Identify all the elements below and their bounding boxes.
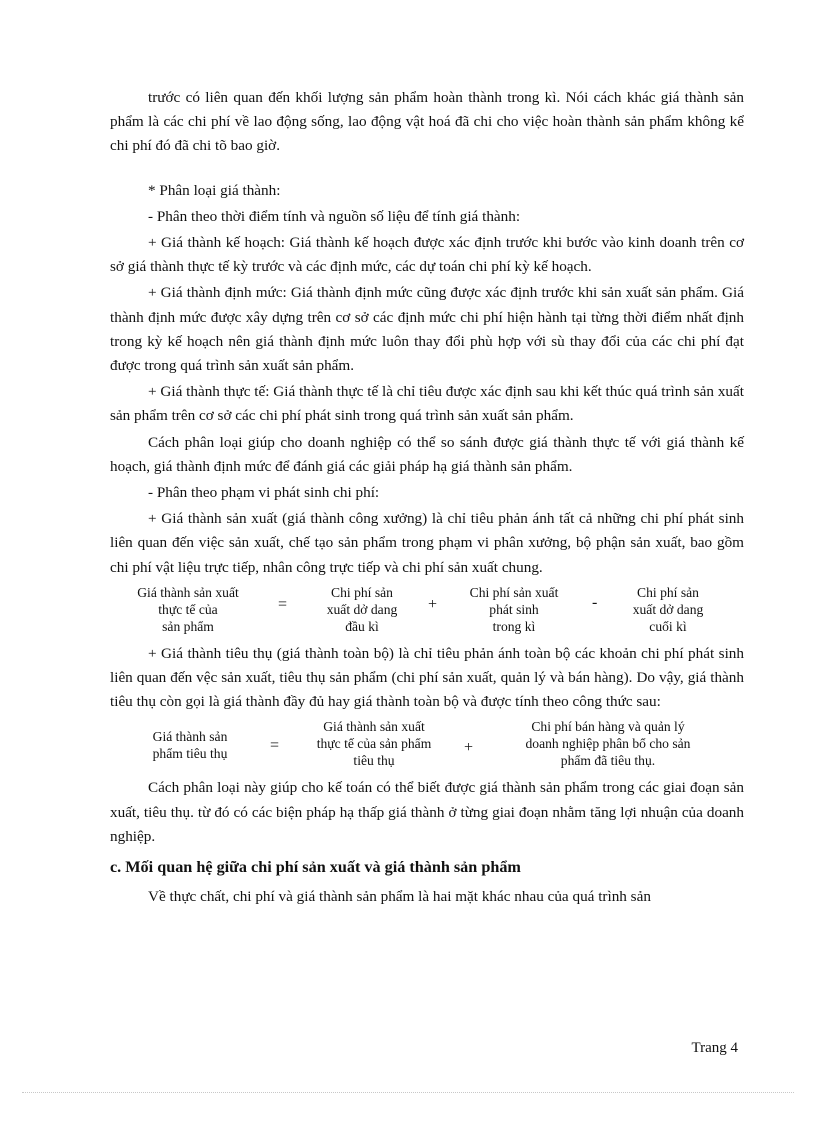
formula-sales-cost (110, 718, 744, 780)
formula-text: xuất dở dang (632, 601, 704, 617)
paragraph: + Giá thành định mức: Giá thành định mức cũng được xác định trước khi sản xuất sản phẩm. Giá thành định mức được xây dựng trên cơ sở các định mức chi phí hiện hành tại từng thời điểm nhất định trong kỳ kế hoạch nên giá thành định mức luôn thay đổi phù hợp với sù thay đổi của các chi phí đạt được trong quá trình sản xuất sản phẩm. (110, 284, 744, 375)
paragraph: + Giá thành kế hoạch: Giá thành kế hoạch được xác định trước khi bước vào kinh doanh trên cơ sở giá thành thực tế kỳ trước và các định mức, các dự toán chi phí kỳ kế hoạch. (110, 234, 744, 276)
formula-text: phẩm đã tiêu thụ. (560, 753, 656, 769)
page-content (110, 86, 744, 909)
formula-text: Chi phí sản xuất (469, 584, 559, 600)
formula-text: sản phẩm (162, 618, 214, 634)
paragraph: Cách phân loại này giúp cho kế toán có thể biết được giá thành sản phẩm trong các giai đoạn sản xuất, tiêu thụ. từ đó có các biện pháp hạ thấp giá thành ở từng giai đoạn nhằm tăng lợi nhuận của doanh nghiệp. (110, 779, 744, 845)
paragraph: + Giá thành sản xuất (giá thành công xưởng) là chỉ tiêu phản ánh tất cả những chi phí phát sinh liên quan đến việc sản xuất, chế tạo sản phẩm trong phạm vi phân xưởng, bộ phận sản xuất, bao gồm chi phí vật liệu trực tiếp, nhân công trực tiếp và chi phí sản xuất chung. (110, 510, 744, 576)
formula-term (296, 718, 452, 769)
equals-sign: = (270, 737, 280, 755)
page-number: Trang 4 (691, 1040, 738, 1056)
formula-text: Giá thành sản xuất (323, 719, 425, 735)
formula-text: Chi phí sản (637, 584, 699, 600)
formula-text: Chi phí sản (331, 584, 393, 600)
formula-text: Chi phí bán hàng và quản lý (531, 719, 685, 735)
formula-text: trong kì (492, 618, 536, 634)
formula-text: đầu kì (345, 618, 379, 634)
formula-text: Giá thành sản (152, 729, 228, 745)
formula-text: thực tế của sản phẩm (316, 736, 432, 752)
formula-term (452, 584, 576, 635)
paragraph: Về thực chất, chi phí và giá thành sản phẩm là hai mặt khác nhau của quá trình sản (148, 888, 651, 906)
formula-text: cuối kì (649, 618, 687, 634)
paragraph: - Phân theo phạm vi phát sinh chi phí: (148, 484, 380, 502)
paragraph: trước có liên quan đến khối lượng sản phẩm hoàn thành trong kì. Nói cách khác giá thành sản phẩm là các chi phí về lao động sống, lao động vật hoá đã chi cho việc hoàn thành sản phẩm không kể chi phí đó đã chi tõ bao giờ. (110, 89, 744, 155)
formula-text: xuất dở dang (326, 601, 398, 617)
paragraph: + Giá thành thực tế: Giá thành thực tế là chỉ tiêu được xác định sau khi kết thúc quá trình sản xuất sản phẩm trên cơ sở các chi phí phát sinh trong quá trình sản xuất sản phẩm. (110, 383, 744, 425)
formula-text: tiêu thụ (353, 753, 395, 769)
plus-sign: + (464, 739, 474, 757)
paragraph: + Giá thành tiêu thụ (giá thành toàn bộ) là chỉ tiêu phản ánh toàn bộ các khoản chi phí phát sinh liên quan đến vệc sản xuất, tiêu thụ sản phẩm (chi phí sản xuất, quản lý và bán hàng). Do vậy, giá thành tiêu thụ còn gọi là giá thành đầy đủ hay giá thành toàn bộ và được tính theo công thức sau: (110, 644, 744, 711)
formula-text: thực tế của (158, 601, 218, 617)
page-bottom-divider (22, 1092, 794, 1093)
formula-term (496, 718, 720, 769)
formula-production-cost (110, 584, 744, 646)
formula-term (134, 728, 246, 762)
paragraph-heading: * Phân loại giá thành: (148, 181, 281, 199)
formula-text: phẩm tiêu thụ (152, 746, 228, 762)
formula-text: doanh nghiệp phân bổ cho sản (525, 736, 691, 752)
formula-term (616, 584, 720, 635)
formula-text: phát sinh (489, 601, 539, 617)
equals-sign: = (278, 595, 288, 613)
section-heading: c. Mối quan hệ giữa chi phí sản xuất và giá thành sản phẩm (110, 858, 521, 877)
minus-sign: - (592, 593, 598, 611)
plus-sign: + (428, 595, 438, 613)
formula-text: Giá thành sản xuất (137, 584, 239, 600)
formula-term (128, 584, 248, 635)
formula-term (310, 584, 414, 635)
paragraph: - Phân theo thời điểm tính và nguồn số liệu để tính giá thành: (148, 207, 521, 225)
paragraph: Cách phân loại giúp cho doanh nghiệp có thể so sánh được giá thành thực tế với giá thành kế hoạch, giá thành định mức để đánh giá các giải pháp hạ giá thành sản phẩm. (110, 433, 744, 475)
